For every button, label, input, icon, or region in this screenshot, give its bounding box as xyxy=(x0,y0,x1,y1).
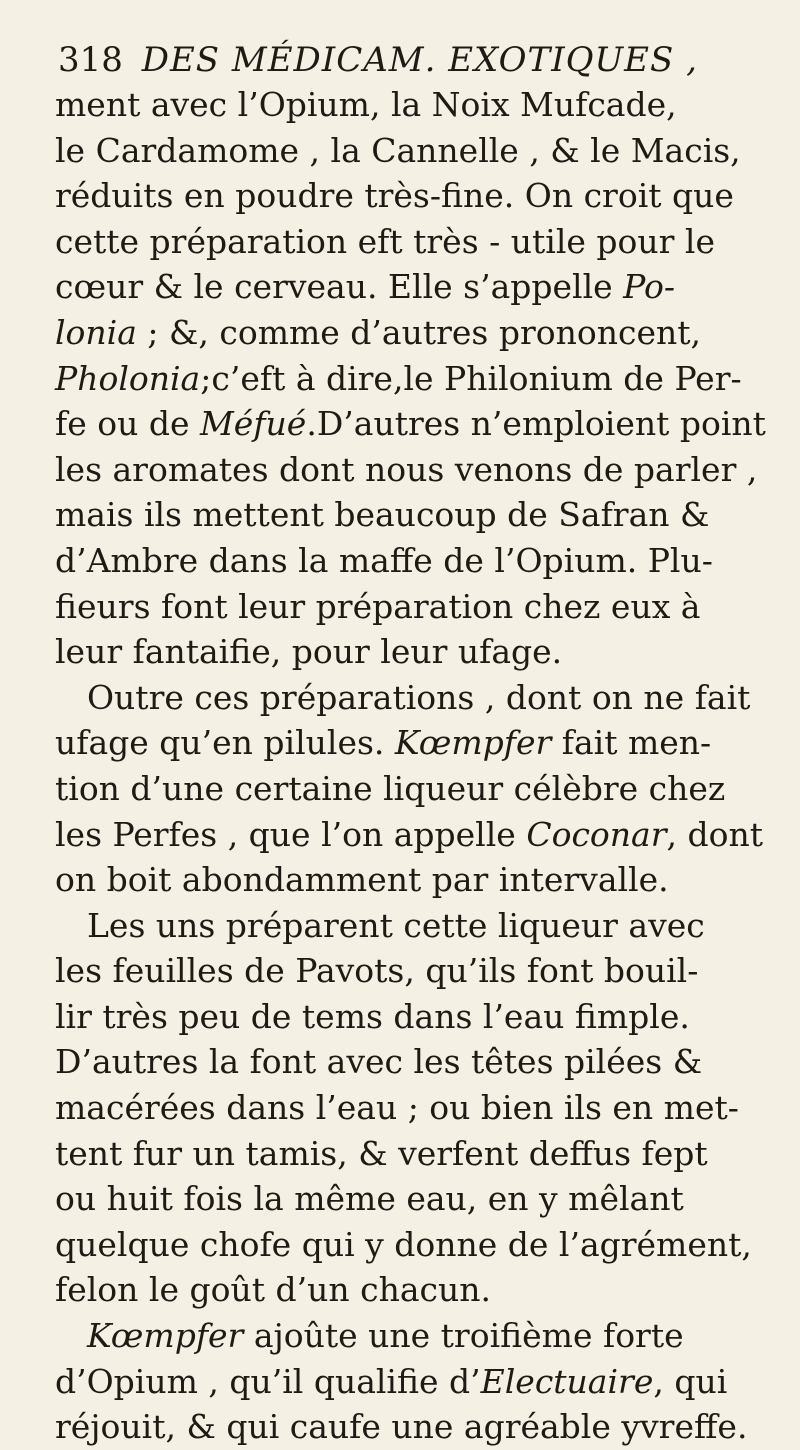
text-line xyxy=(55,857,770,903)
text-line xyxy=(55,128,770,174)
text-span: D’autres la font avec les têtes pilées & xyxy=(55,1042,703,1082)
italic-text-span: Pholonia xyxy=(55,358,201,398)
text-line xyxy=(55,675,770,721)
page-number: 318 xyxy=(58,40,123,80)
text-line xyxy=(55,766,770,812)
text-span: , qui xyxy=(653,1361,728,1401)
text-span: tion d’une certaine liqueur célèbre chez xyxy=(55,768,726,808)
text-span: fait men- xyxy=(551,723,712,763)
text-span: cette préparation eft très - utile pour le xyxy=(55,221,716,261)
text-span: d’Opium , qu’il qualifie d’ xyxy=(55,1361,481,1401)
italic-text-span: Kœmpfer xyxy=(394,723,552,763)
text-span: leur fantaifie, pour leur ufage. xyxy=(55,632,563,672)
text-line xyxy=(55,1039,770,1085)
text-line xyxy=(55,903,770,949)
text-span: mais ils mettent beaucoup de Safran & xyxy=(55,495,710,535)
text-line xyxy=(55,82,770,128)
italic-text-span: lonia xyxy=(55,312,137,352)
text-line xyxy=(55,1313,770,1359)
italic-text-span: Electuaire xyxy=(480,1361,654,1401)
text-span: tent fur un tamis, & verfent deffus fept xyxy=(55,1133,708,1173)
text-span: macérées dans l’eau ; ou bien ils en met- xyxy=(55,1088,739,1128)
italic-text-span: Coconar xyxy=(526,814,667,854)
text-line xyxy=(55,492,770,538)
text-line xyxy=(55,948,770,994)
text-span: .D’autres n’emploient point xyxy=(306,404,766,444)
body-text xyxy=(55,82,770,1450)
text-line xyxy=(55,173,770,219)
text-span: réduits en poudre très-fine. On croit que xyxy=(55,176,734,216)
text-span: felon le goût d’un chacun. xyxy=(55,1270,491,1310)
text-line xyxy=(55,720,770,766)
text-line xyxy=(55,994,770,1040)
text-span: Outre ces préparations , dont on ne fait xyxy=(87,677,751,717)
text-line xyxy=(55,584,770,630)
italic-text-span: Méfué xyxy=(200,404,307,444)
text-span: quelque chofe qui y donne de l’agrément, xyxy=(55,1224,752,1264)
text-line xyxy=(55,1404,770,1450)
text-line xyxy=(55,538,770,584)
text-span: les aromates dont nous venons de parler , xyxy=(55,449,758,489)
text-span: réjouit, & qui caufe une agréable yvreffe. xyxy=(55,1407,748,1447)
text-line xyxy=(55,264,770,310)
text-span: les feuilles de Pavots, qu’ils font bouil- xyxy=(55,951,699,991)
text-line xyxy=(55,1359,770,1405)
text-line xyxy=(55,356,770,402)
text-span: ;c’eft à dire,le Philonium de Per- xyxy=(200,358,742,398)
text-span: d’Ambre dans la maffe de l’Opium. Plu- xyxy=(55,540,713,580)
text-span: ufage qu’en pilules. xyxy=(55,723,395,763)
text-span: fe ou de xyxy=(55,404,200,444)
text-span: cœur & le cerveau. Elle s’appelle xyxy=(55,267,624,307)
text-line xyxy=(55,1176,770,1222)
text-span: le Cardamome , la Cannelle , & le Macis, xyxy=(55,130,741,170)
text-span: on boit abondamment par intervalle. xyxy=(55,860,669,900)
text-span: ; &, comme d’autres prononcent, xyxy=(136,312,701,352)
italic-text-span: Po- xyxy=(623,267,676,307)
running-title: DES MÉDICAM. EXOTIQUES , xyxy=(141,40,698,80)
text-span: les Perfes , que l’on appelle xyxy=(55,814,527,854)
text-span: ajoûte une troifième forte xyxy=(243,1316,684,1356)
text-line xyxy=(55,1222,770,1268)
text-line xyxy=(55,401,770,447)
text-span: fieurs font leur préparation chez eux à xyxy=(55,586,701,626)
text-line xyxy=(55,447,770,493)
running-header xyxy=(58,40,778,86)
text-span: lir très peu de tems dans l’eau fimple. xyxy=(55,996,690,1036)
text-span: Les uns préparent cette liqueur avec xyxy=(87,905,705,945)
text-line xyxy=(55,1131,770,1177)
text-line xyxy=(55,1085,770,1131)
text-line xyxy=(55,629,770,675)
text-line xyxy=(55,1267,770,1313)
text-span: ment avec l’Opium, la Noix Mufcade, xyxy=(55,85,677,124)
text-line xyxy=(55,219,770,265)
text-line xyxy=(55,812,770,858)
italic-text-span: Kœmpfer xyxy=(87,1316,244,1356)
text-span: ou huit fois la même eau, en y mêlant xyxy=(55,1179,684,1219)
text-span: , dont xyxy=(666,814,763,854)
text-line xyxy=(55,310,770,356)
